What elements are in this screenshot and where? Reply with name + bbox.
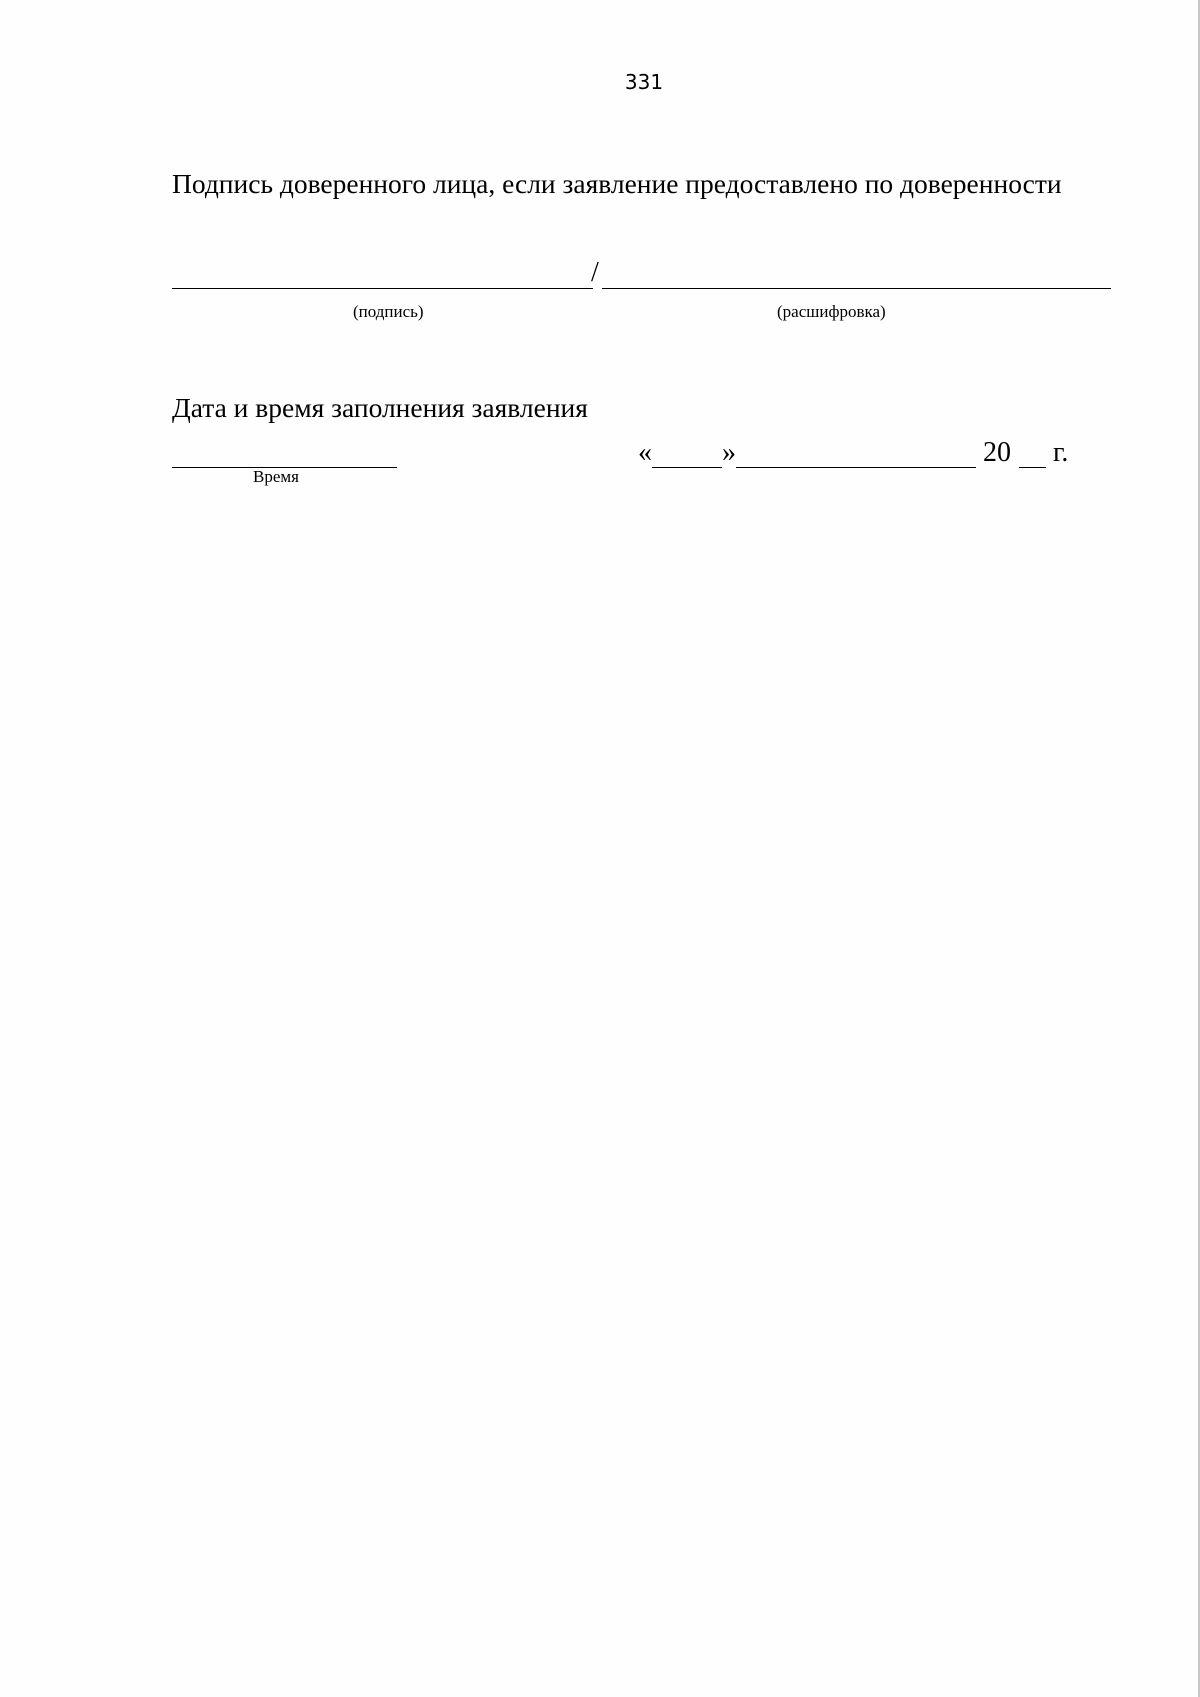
time-caption: Время — [253, 467, 299, 486]
transcript-line[interactable] — [602, 288, 1111, 289]
month-line[interactable] — [736, 467, 976, 468]
page-number: 331 — [624, 70, 664, 94]
year-line[interactable] — [1019, 467, 1046, 468]
transcript-caption: (расшифровка) — [777, 302, 886, 321]
day-line[interactable] — [652, 467, 722, 468]
fill-datetime-heading: Дата и время заполнения заявления — [172, 392, 588, 423]
year-prefix: 20 — [983, 437, 1011, 468]
signature-separator: / — [591, 257, 599, 288]
trustee-signature-heading: Подпись доверенного лица, если заявление предоставлено по доверенности — [172, 168, 1062, 199]
day-close-quote: » — [722, 437, 736, 468]
signature-caption: (подпись) — [353, 302, 424, 321]
year-suffix: г. — [1053, 437, 1069, 468]
signature-line[interactable] — [172, 288, 593, 289]
day-open-quote: « — [638, 437, 652, 468]
